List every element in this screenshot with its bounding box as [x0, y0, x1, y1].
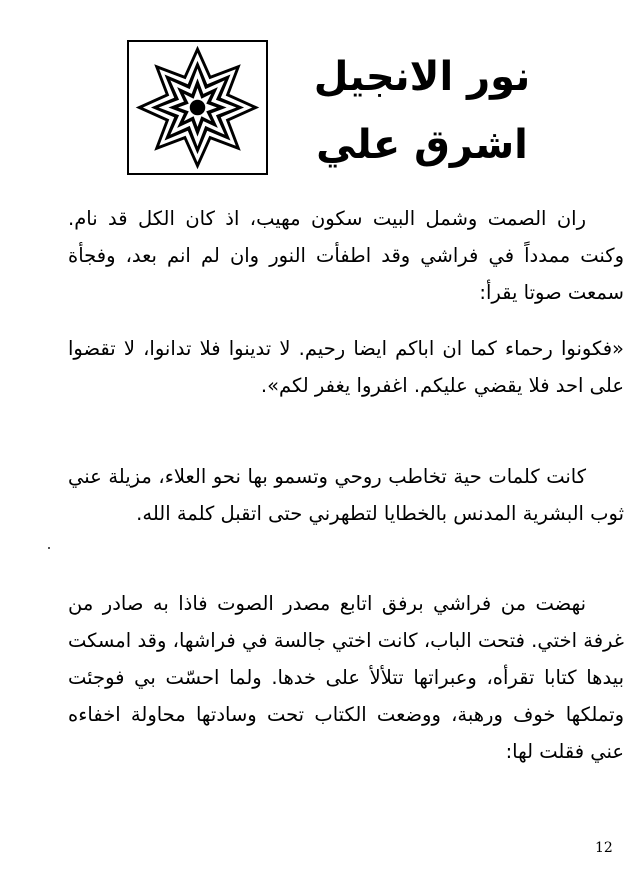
page-title-line-1: نور الانجيل	[313, 54, 531, 100]
paragraph-2: «فكونوا رحماء كما ان اباكم ايضا رحيم. لا تدينوا فلا تدانوا، لا تقضوا على احد فلا يقضي عليكم. اغفروا يغفر لكم».	[68, 337, 624, 397]
paragraph-1: ران الصمت وشمل البيت سكون مهيب، اذ كان الكل قد نام. وكنت ممدداً في فراشي وقد اطفأت النور وان لم انم بعد، وفجأة سمعت صوتا يقرأ:	[68, 207, 624, 304]
eight-pointed-star-icon	[129, 42, 266, 173]
margin-mark	[48, 547, 50, 549]
page-title-line-2: اشرق علي	[316, 122, 528, 168]
paragraph-3: كانت كلمات حية تخاطب روحي وتسمو بها نحو العلاء، مزيلة عني ثوب البشرية المدنس بالخطايا لتطهرني حتى اتقبل كلمة الله.	[68, 465, 624, 525]
paragraph-4: نهضت من فراشي برفق اتابع مصدر الصوت فاذا به صادر من غرفة اختي. فتحت الباب، كانت اختي جالسة في فراشها، وقد امسكت بيدها كتابا تقرأه، وعبراتها تتلألأ على خدها. ولما احسّت بي فوجئت وتملكها خوف ورهبة، ووضعت الكتاب تحت وسادتها محاولة اخفاءه عني فقلت لها:	[68, 592, 624, 763]
page-number: 12	[595, 840, 613, 856]
emblem-frame	[127, 40, 268, 175]
